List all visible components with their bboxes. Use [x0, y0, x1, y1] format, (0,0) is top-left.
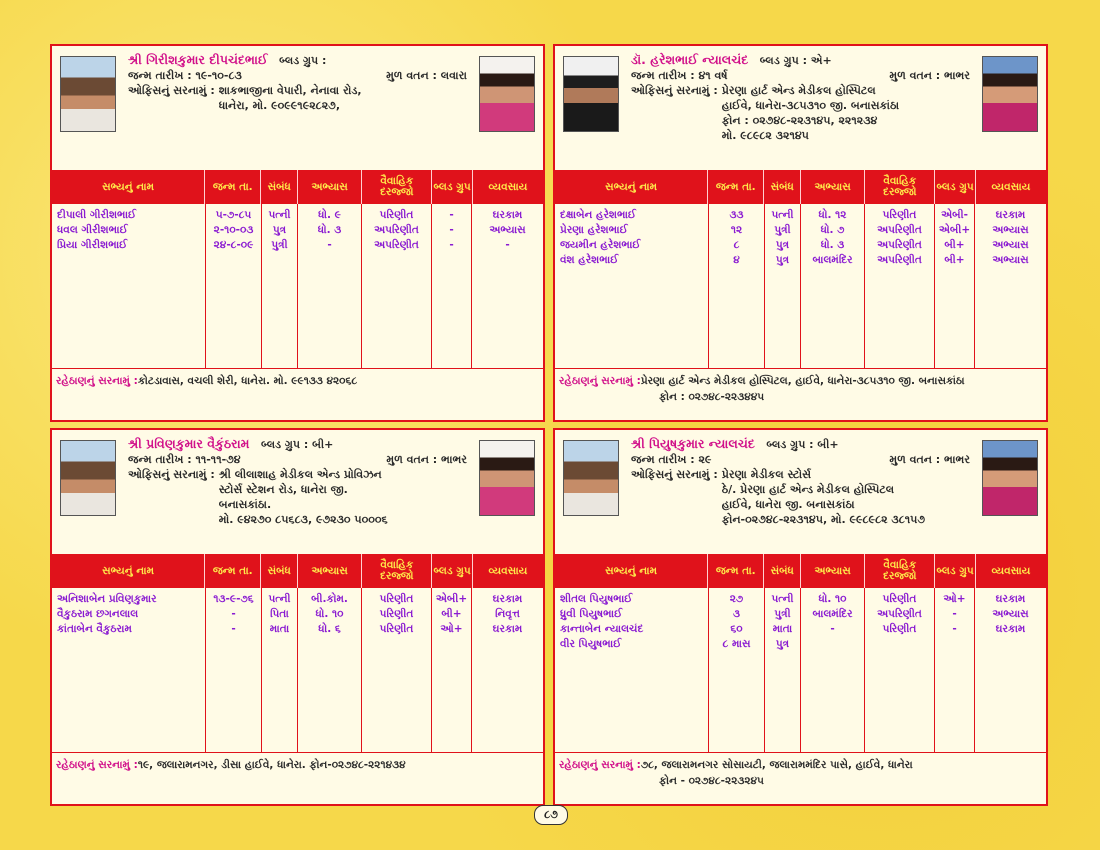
column-header-blood-group: બ્લડ ગ્રુપ [935, 170, 976, 204]
column-header-blood-group: બ્લડ ગ્રુપ [432, 554, 473, 588]
column-occupation [975, 588, 1046, 752]
cell-marital-status: અપરિણીત [877, 239, 922, 251]
office-line: ફોન-૦૨૭૪૮-૨૨૩૧૪૫, મો. ૯૯૮૯૮૨ ૩૮૧૫૭ [721, 513, 926, 526]
cell-marital-status: અપરિણીત [877, 608, 922, 620]
cell-occupation: અભ્યાસ [992, 224, 1029, 236]
cell-marital-status: અપરિણીત [374, 224, 419, 236]
office-line: બનાસકાંઠા. [218, 498, 272, 511]
cell-occupation: નિવૃત્ત [495, 608, 520, 620]
table-header [555, 554, 1046, 588]
residence-address: ૭૮, જલારામનગર સોસાયટી, જલારામમંદિર પાસે, હાઈવે, ધાનેરા [640, 759, 913, 771]
residence-footer [52, 752, 543, 804]
column-header-education: અભ્યાસ [298, 554, 362, 588]
cell-education: બી.કોમ. [311, 593, 348, 605]
cell-birth-date: ૨-૧૦-૦૩ [213, 224, 254, 236]
residence-label: રહેઠાણનું સરનામું : [559, 759, 641, 771]
family-card-4 [553, 428, 1048, 806]
column-relation [765, 204, 801, 368]
column-blood-group [432, 588, 472, 752]
dob-label: જન્મ તારીખ : [631, 453, 695, 466]
cell-blood-group: ઓ+ [943, 593, 966, 605]
cell-marital-status: પરિણીત [882, 623, 917, 635]
office-line: મો. ૯૪૨૭૦ ૮૫૬૮૩, ૯૭૨૩૦ ૫૦૦૦૬ [218, 513, 388, 526]
cell-relation: માતા [772, 623, 793, 635]
residence-phone: ફોન : ૦૨૭૪૮-૨૨૩૪૪૫ [659, 391, 765, 403]
members-table [555, 588, 1046, 752]
office-line: ફોન : ૦૨૭૪૮-૨૨૩૧૪૫, ૨૨૧૨૩૪ [721, 114, 878, 127]
office-line: ઠે/. પ્રેરણા હાર્ટ એન્ડ મેડીકલ હોસ્પિટલ [721, 483, 895, 496]
cell-marital-status: પરિણીત [379, 209, 414, 221]
cell-occupation: ઘરકામ [995, 593, 1026, 605]
cell-marital-status: પરિણીત [379, 608, 414, 620]
cell-education: ધો. ૯ [318, 209, 341, 221]
column-header-occupation: વ્યવસાય [488, 564, 528, 577]
head-photo [563, 56, 619, 132]
cell-birth-date: ૫-૭-૮૫ [215, 209, 252, 221]
cell-member-name: વૈકુઠરામ છગનલાલ [57, 608, 139, 620]
cell-education: - [327, 239, 332, 251]
cell-relation: પુત્ર [775, 239, 790, 251]
cell-member-name: ધવલ ગીરીશભાઈ [57, 224, 128, 236]
column-marital-status [362, 588, 432, 752]
cell-marital-status: અપરિણીત [877, 254, 922, 266]
head-photo [60, 440, 116, 516]
column-birth-date [206, 204, 262, 368]
cell-occupation [975, 637, 1046, 652]
cell-member-name: પ્રિયા ગીરીશભાઈ [57, 239, 128, 251]
residence-address: કોટડાવાસ, વચલી શેરી, ધાનેરા. મો. ૯૯૧૩૩ ૪૨૦૬૮ [137, 375, 358, 387]
column-header-birth-date: જન્મ તા. [708, 554, 764, 588]
office-label: ઓફિસનું સરનામું : [631, 468, 718, 481]
column-marital-status [865, 588, 935, 752]
office-line: મો. ૯૮૯૮૨ ૩૨૧૪૫ [721, 129, 809, 142]
column-header-member-name: સભ્યનું નામ [52, 554, 205, 588]
residence-address: પ્રેરણા હાર્ટ એન્ડ મેડીકલ હોસ્પિટલ, હાઈવે, ધાનેરા-૩૮૫૩૧૦ જી. બનાસકાંઠા [640, 375, 965, 387]
column-header-occupation: વ્યવસાય [991, 180, 1031, 193]
head-photo [563, 440, 619, 516]
head-blood: એ+ [810, 54, 832, 67]
column-header-marital-status: વૈવાહિક દરજ્જો [362, 170, 432, 204]
members-table [555, 204, 1046, 368]
cell-education: ધો. ૭ [820, 224, 845, 236]
native-label: મુળ વતન : [386, 453, 438, 466]
column-education [298, 204, 362, 368]
cell-occupation: અભ્યાસ [992, 254, 1029, 266]
column-header-blood-group: બ્લડ ગ્રુપ [432, 170, 473, 204]
cell-marital-status [865, 637, 934, 652]
column-occupation [975, 204, 1046, 368]
cell-blood-group: બી+ [944, 254, 965, 266]
head-blood: બી+ [312, 438, 334, 451]
cell-birth-date: ૩ [733, 608, 740, 620]
spouse-photo [479, 56, 535, 132]
cell-blood-group: - [449, 224, 454, 236]
card-header [52, 430, 543, 554]
residence-footer [555, 368, 1046, 420]
cell-blood-group: એબી+ [938, 224, 971, 236]
head-blood: બી+ [817, 438, 839, 451]
cell-education: બાલમંદિર [812, 608, 853, 620]
cell-education: ધો. ૩ [820, 239, 845, 251]
office-label: ઓફિસનું સરનામું : [631, 84, 718, 97]
office-line: સ્ટોર્સ સ્ટેશન રોડ, ધાનેરા જી. [218, 483, 348, 496]
column-header-relation: સંબંધ [261, 554, 298, 588]
office-line: શ્રી લીલાશાહ મેડીકલ એન્ડ પ્રોવિઝન [218, 468, 382, 481]
cell-member-name: શીતલ પિયુષભાઈ [560, 593, 633, 605]
column-blood-group [935, 588, 975, 752]
cell-relation: પત્ની [771, 209, 794, 221]
column-relation [262, 588, 298, 752]
residence-footer [52, 368, 543, 420]
cell-relation: પુત્ર [775, 254, 790, 266]
cell-blood-group: બી+ [441, 608, 462, 620]
cell-relation: પિતા [270, 608, 289, 620]
cell-education: ધો. ૩ [317, 224, 342, 236]
column-header-relation: સંબંધ [261, 170, 298, 204]
cell-member-name: કાન્તાબેન ન્યાલચંદ [560, 623, 644, 635]
blood-label: બ્લડ ગ્રુપ : [766, 438, 814, 451]
cell-occupation: ઘરકામ [995, 209, 1026, 221]
cell-marital-status: પરિણીત [882, 209, 917, 221]
column-marital-status [362, 204, 432, 368]
cell-member-name: વીર પિયુષભાઈ [560, 638, 622, 650]
cell-member-name: ધ્રુવી પિયુષભાઈ [560, 608, 623, 620]
cell-birth-date: ૮ માસ [722, 638, 751, 650]
spouse-photo [982, 56, 1038, 132]
column-relation [262, 204, 298, 368]
cell-member-name: જયમીન હરેશભાઈ [560, 239, 641, 251]
cell-blood-group: એબી- [941, 209, 968, 221]
head-photo [60, 56, 116, 132]
cell-birth-date: ૨૪-૮-૦૯ [213, 239, 254, 251]
column-header-blood-group: બ્લડ ગ્રુપ [935, 554, 976, 588]
cell-relation: પત્ની [268, 209, 291, 221]
cell-relation: પત્ની [771, 593, 794, 605]
page-number: ૮૭ [534, 805, 568, 825]
card-header [52, 46, 543, 170]
cell-occupation: ઘરકામ [492, 593, 523, 605]
column-member-name [555, 588, 709, 752]
head-dob: ૧૯-૧૦-૮૩ [195, 69, 242, 82]
head-native: ભાભર [944, 69, 970, 82]
column-blood-group [935, 204, 975, 368]
cell-marital-status: અપરિણીત [374, 239, 419, 251]
cell-occupation: - [505, 239, 510, 251]
column-header-birth-date: જન્મ તા. [205, 554, 261, 588]
head-info [128, 436, 467, 527]
head-info [631, 52, 970, 143]
residence-phone: ફોન - ૦૨૭૪૮-૨૨૩૨૪૫ [659, 775, 764, 787]
cell-birth-date: ૨૭ [729, 593, 744, 605]
head-dob: ૨૯ [698, 453, 712, 466]
members-table [52, 204, 543, 368]
column-header-birth-date: જન્મ તા. [708, 170, 764, 204]
cell-occupation: અભ્યાસ [489, 224, 526, 236]
column-occupation [472, 204, 543, 368]
cell-blood-group [935, 637, 974, 652]
column-marital-status [865, 204, 935, 368]
column-header-education: અભ્યાસ [801, 554, 865, 588]
cell-birth-date: - [231, 608, 236, 620]
column-education [801, 588, 865, 752]
head-native: ભાભર [441, 453, 467, 466]
column-header-occupation: વ્યવસાય [991, 564, 1031, 577]
residence-label: રહેઠાણનું સરનામું : [559, 375, 641, 387]
dob-label: જન્મ તારીખ : [631, 69, 695, 82]
column-header-relation: સંબંધ [764, 554, 801, 588]
spouse-photo [479, 440, 535, 516]
column-relation [765, 588, 801, 752]
cell-occupation: અભ્યાસ [992, 239, 1029, 251]
cell-member-name: વંશ હરેશભાઈ [560, 254, 619, 266]
column-member-name [555, 204, 709, 368]
native-label: મુળ વતન : [889, 69, 941, 82]
cell-member-name: કાંતાબેન વૈકુઠરામ [57, 623, 132, 635]
family-card-1 [50, 44, 545, 422]
office-line: ધાનેરા, મો. ૯૦૯૯૧૯૨૮૨૭, [218, 99, 341, 112]
blood-label: બ્લડ ગ્રુપ : [261, 438, 309, 451]
office-line: પ્રેરણા મેડીકલ સ્ટોર્સ [721, 468, 812, 481]
cell-blood-group: - [952, 608, 957, 620]
head-dob: ૧૧-૧૧-૭૪ [195, 453, 241, 466]
column-education [298, 588, 362, 752]
cell-blood-group: - [449, 239, 454, 251]
column-header-marital-status: વૈવાહિક દરજ્જો [362, 554, 432, 588]
column-birth-date [709, 588, 765, 752]
cell-blood-group: બી+ [944, 239, 965, 251]
cell-blood-group: ઓ+ [440, 623, 463, 635]
table-header [52, 554, 543, 588]
head-name: શ્રી પિયુષકુમાર ન્યાલચંદ [631, 436, 755, 451]
family-card-3 [50, 428, 545, 806]
cell-education: - [830, 623, 835, 635]
cell-blood-group: એબી+ [435, 593, 468, 605]
column-header-occupation: વ્યવસાય [488, 180, 528, 193]
cell-birth-date: ૩૩ [729, 209, 744, 221]
head-name: શ્રી ગિરીશકુમાર દીપચંદભાઈ [128, 52, 268, 67]
cell-marital-status: પરિણીત [882, 593, 917, 605]
cell-relation: પત્ની [268, 593, 291, 605]
cell-education: બાલમંદિર [812, 254, 853, 266]
column-member-name [52, 588, 206, 752]
column-member-name [52, 204, 206, 368]
cell-education: ધો. ૬ [318, 623, 341, 635]
cell-birth-date: ૧૩-૯-૭૬ [213, 593, 254, 605]
cell-relation: પુત્રી [774, 608, 791, 620]
cell-relation: પુત્ર [775, 638, 790, 650]
head-info [631, 436, 970, 527]
head-info [128, 52, 467, 113]
column-header-marital-status: વૈવાહિક દરજ્જો [865, 554, 935, 588]
cell-education: ધો. ૧૨ [818, 209, 847, 221]
column-header-member-name: સભ્યનું નામ [555, 170, 708, 204]
column-birth-date [709, 204, 765, 368]
head-native: લવારા [440, 69, 467, 82]
column-header-marital-status: વૈવાહિક દરજ્જો [865, 170, 935, 204]
family-card-2 [553, 44, 1048, 422]
cell-blood-group: - [449, 209, 454, 221]
spouse-photo [982, 440, 1038, 516]
cell-birth-date: ૪ [733, 254, 740, 266]
column-birth-date [206, 588, 262, 752]
blood-label: બ્લડ ગ્રુપ : [279, 54, 327, 67]
column-header-education: અભ્યાસ [298, 170, 362, 204]
cell-blood-group: - [952, 623, 957, 635]
column-education [801, 204, 865, 368]
cell-member-name: પ્રેરણા હરેશભાઈ [560, 224, 628, 236]
residence-footer [555, 752, 1046, 804]
cell-member-name: દીપાલી ગીરીશભાઈ [57, 209, 137, 221]
cell-member-name: દક્ષાબેન હરેશભાઈ [560, 209, 637, 221]
cell-occupation: ઘરકામ [492, 623, 523, 635]
column-occupation [472, 588, 543, 752]
cell-marital-status: અપરિણીત [877, 224, 922, 236]
cell-birth-date: ૮ [733, 239, 740, 251]
cell-education [801, 637, 864, 652]
office-line: હાઈવે, ધાનેરા જી. બનાસકાંઠા [721, 498, 855, 511]
card-header [555, 46, 1046, 170]
head-name: શ્રી પ્રવિણકુમાર વૈકુંઠરામ [128, 436, 250, 451]
blood-label: બ્લડ ગ્રુપ : [759, 54, 808, 67]
column-header-relation: સંબંધ [764, 170, 801, 204]
head-native: ભાભર [944, 453, 970, 466]
column-header-member-name: સભ્યનું નામ [555, 554, 708, 588]
head-name: ડૉ. હરેશભાઈ ન્યાલચંદ [631, 52, 749, 67]
office-line: પ્રેરણા હાર્ટ એન્ડ મેડીકલ હોસ્પિટલ [721, 84, 876, 97]
column-header-member-name: સભ્યનું નામ [52, 170, 205, 204]
cell-relation: માતા [269, 623, 290, 635]
office-line: શાકભાજીના વેપારી, નેનાવા રોડ, [218, 84, 362, 97]
table-header [555, 170, 1046, 204]
table-header [52, 170, 543, 204]
column-blood-group [432, 204, 472, 368]
members-table [52, 588, 543, 752]
cell-education: ધો. ૧૦ [315, 608, 344, 620]
office-line: હાઈવે, ધાનેરા-૩૮૫૩૧૦ જી. બનાસકાંઠા [721, 99, 900, 112]
cell-education: ધો. ૧૦ [818, 593, 847, 605]
cell-relation: પુત્ર [272, 224, 287, 236]
dob-label: જન્મ તારીખ : [128, 453, 192, 466]
column-header-birth-date: જન્મ તા. [205, 170, 261, 204]
cell-relation: પુત્રી [271, 239, 288, 251]
cell-marital-status: પરિણીત [379, 593, 414, 605]
cell-birth-date: ૬૦ [730, 623, 743, 635]
cell-relation: પુત્રી [774, 224, 791, 236]
residence-address: ૧૯, જલારામનગર, ડીસા હાઈવે, ધાનેરા. ફોન-૦૨૭૪૮-૨૨૧૪૩૪ [137, 759, 406, 771]
cell-member-name: અનિશાબેન પ્રવિણકુમાર [57, 593, 157, 605]
cell-marital-status: પરિણીત [379, 623, 414, 635]
column-header-education: અભ્યાસ [801, 170, 865, 204]
office-label: ઓફિસનું સરનામું : [128, 468, 215, 481]
residence-label: રહેઠાણનું સરનામું : [56, 759, 138, 771]
head-dob: ૪૧ વર્ષ [698, 69, 728, 82]
native-label: મુળ વતન : [889, 453, 941, 466]
cell-birth-date: ૧૨ [730, 224, 743, 236]
dob-label: જન્મ તારીખ : [128, 69, 192, 82]
cell-occupation: ઘરકામ [995, 623, 1026, 635]
card-header [555, 430, 1046, 554]
cell-occupation: ઘરકામ [492, 209, 523, 221]
cell-occupation: અભ્યાસ [992, 608, 1029, 620]
residence-label: રહેઠાણનું સરનામું : [56, 375, 138, 387]
cell-birth-date: - [231, 623, 236, 635]
office-label: ઓફિસનું સરનામું : [128, 84, 215, 97]
native-label: મુળ વતન : [386, 69, 437, 82]
